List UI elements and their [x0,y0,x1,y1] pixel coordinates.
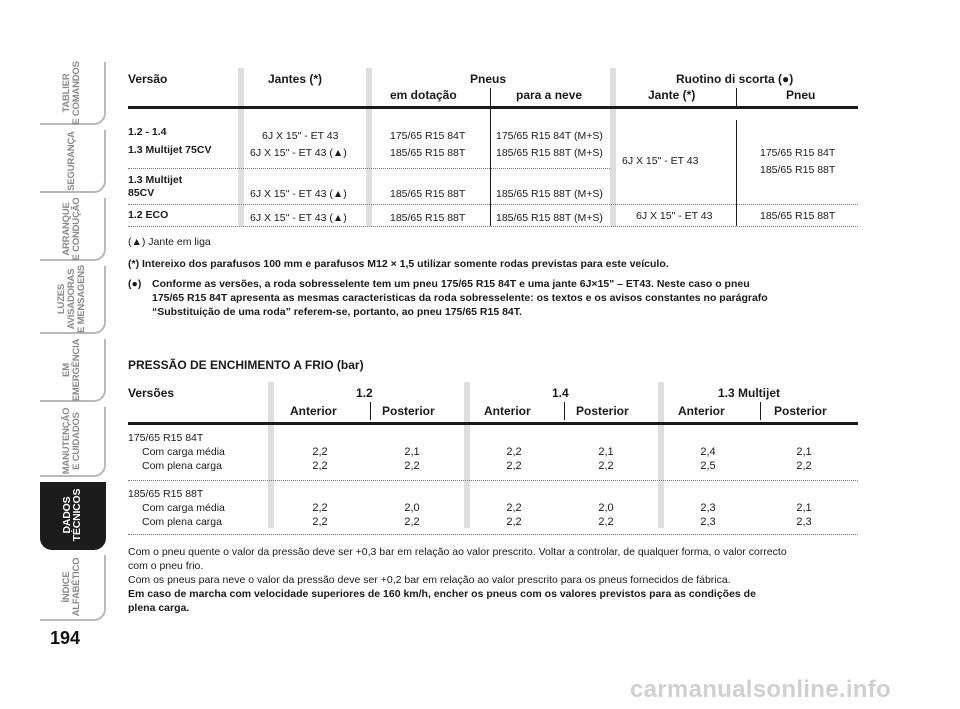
header-rims: Jantes (*) [268,72,323,86]
column-divider [370,402,371,420]
pressure-title: PRESSÃO DE ENCHIMENTO A FRIO (bar) [128,358,364,372]
snow-tyre-value: 185/65 R15 88T (M+S) [496,188,603,200]
pressure-value: 2,2 [312,460,328,472]
pressure-value: 2,2 [598,460,614,472]
pressure-value: 2,0 [404,502,420,514]
pressure-value: 2,2 [506,460,522,472]
header-spare-tyre: Pneu [786,88,816,102]
pressure-value: 2,2 [312,502,328,514]
pressure-value: 2,1 [404,446,420,458]
header-front: Anterior [678,404,725,418]
header-front: Anterior [290,404,337,418]
pressure-value: 2,2 [404,460,420,472]
page-number: 194 [50,628,81,648]
column-divider [736,120,737,226]
pressure-value: 2,2 [506,446,522,458]
tyre-value: 185/65 R15 88T [390,188,466,200]
tab-dados-tecnicos[interactable]: DADOS TÉCNICOS [40,482,106,550]
footer-note: Com os pneus para neve o valor da pressão deve ser +0,2 bar em relação ao valor prescrito para os pneus fornecidos de fábrica. [128,574,731,586]
tyre-value: 185/65 R15 88T [390,212,466,224]
header-tyres: Pneus [470,72,507,86]
pressure-value: 2,3 [700,502,716,514]
rim-value: 6J X 15" - ET 43 (▲) [250,188,347,200]
pressure-value: 2,5 [700,460,716,472]
snow-tyre-value: 175/65 R15 84T (M+S) [496,130,603,142]
header-rule [128,106,858,109]
header-rear: Posterior [576,404,629,418]
pressure-value: 2,2 [312,516,328,528]
column-separator [610,68,616,226]
column-separator [366,68,372,226]
load-label: Com carga média [142,502,225,514]
pressure-value: 2,1 [598,446,614,458]
note-spare-text: “Substituição de uma roda” referem-se, portanto, ao pneu 175/65 R15 84T. [152,306,522,318]
header-standard: em dotação [390,88,457,102]
row-version: 1.3 Multijet [128,174,183,186]
spare-rim-value: 6J X 15" - ET 43 [636,210,713,222]
note-spare-mark: (●) [128,278,142,290]
row-version: 85CV [128,187,155,199]
snow-tyre-value: 185/65 R15 88T (M+S) [496,147,603,159]
column-separator [658,382,664,528]
tab-luzes[interactable]: LUZES AVISADORAS E MENSAGENS [40,266,106,334]
pressure-value: 2,2 [796,460,812,472]
footer-note-bold: plena carga. [128,602,190,614]
header-engine-12: 1.2 [356,386,373,400]
pressure-value: 2,0 [598,502,614,514]
table-bottom-rule [128,226,858,227]
pressure-value: 2,1 [796,446,812,458]
footer-note: com o pneu frio. [128,560,204,572]
pressure-value: 2,2 [598,516,614,528]
tyre-value: 175/65 R15 84T [390,130,466,142]
pressure-value: 2,2 [506,516,522,528]
pressure-value: 2,2 [506,502,522,514]
pressure-value: 2,4 [700,446,716,458]
column-separator [238,68,244,226]
tab-manutencao[interactable]: MANUTENÇÃO E CUIDADOS [40,407,106,477]
watermark: carmanualsonline.info [630,676,892,703]
tab-indice[interactable]: ÍNDICE ALFABÉTICO [40,555,106,621]
tyre-size: 185/65 R15 88T [128,488,204,500]
pressure-value: 2,2 [404,516,420,528]
footer-note: Com o pneu quente o valor da pressão deve ser +0,3 bar em relação ao valor prescrito. Voltar a controlar, de qualquer forma, o valor correcto [128,546,787,558]
rim-value: 6J X 15" - ET 43 [262,130,339,142]
pressure-value: 2,2 [312,446,328,458]
column-divider [564,402,565,420]
header-engine-14: 1.4 [552,386,569,400]
header-front: Anterior [484,404,531,418]
column-separator [464,382,470,528]
pressure-value: 2,3 [700,516,716,528]
header-rear: Posterior [774,404,827,418]
header-version: Versão [128,72,168,86]
header-versions: Versões [128,386,175,400]
pressure-value: 2,1 [796,502,812,514]
spare-tyre-value: 185/65 R15 88T [760,164,836,176]
rim-value: 6J X 15" - ET 43 (▲) [250,212,347,224]
header-spare: Ruotino di scorta (●) [676,72,794,86]
header-engine-13mj: 1.3 Multijet [718,386,781,400]
header-spare-rim: Jante (*) [648,88,696,102]
snow-tyre-value: 185/65 R15 88T (M+S) [496,212,603,224]
load-label: Com plena carga [142,460,222,472]
note-wheel-bolts: (*) Intereixo dos parafusos 100 mm e parafusos M12 × 1,5 utilizar somente rodas previstas para este veículo. [128,258,669,270]
header-snow: para a neve [516,88,583,102]
column-divider [736,88,737,106]
spare-rim-value: 6J X 15" - ET 43 [622,155,699,167]
tab-tablier[interactable]: TABLIER E COMANDOS [40,62,106,125]
tyre-size: 175/65 R15 84T [128,432,204,444]
header-rear: Posterior [382,404,435,418]
note-alloy: (▲) Jante em liga [128,236,211,248]
load-label: Com plena carga [142,516,222,528]
footer-note-bold: Em caso de marcha com velocidade superiores de 160 km/h, encher os pneus com os valores previstos para as condições de [128,588,756,600]
note-spare-text: Conforme as versões, a roda sobresselente tem um pneu 175/65 R15 84T e uma jante 6J×15" – ET43. Neste caso o pneu [152,278,750,290]
tab-emergencia[interactable]: EM EMERGÊNCIA [40,339,106,402]
header-rule [128,422,858,425]
column-divider [760,402,761,420]
tab-arranque[interactable]: ARRANQUE E CONDUÇÃO [40,198,106,261]
row-rule [128,480,858,481]
row-version: 1.3 Multijet 75CV [128,144,212,156]
row-rule [128,204,858,205]
spare-tyre-value: 185/65 R15 88T [760,210,836,222]
row-version: 1.2 - 1.4 [128,126,167,138]
row-rule [128,168,610,169]
pressure-value: 2,3 [796,516,812,528]
tyre-value: 185/65 R15 88T [390,147,466,159]
tab-seguranca[interactable]: SEGURANÇA [40,130,106,193]
table-bottom-rule [128,534,858,535]
column-separator [268,382,274,528]
note-spare-text: 175/65 R15 84T apresenta as mesmas características da roda sobresselente: os textos e os avisos constantes no parágrafo [152,292,768,304]
row-version: 1.2 ECO [128,209,169,221]
load-label: Com carga média [142,446,225,458]
rim-value: 6J X 15" - ET 43 (▲) [250,147,347,159]
spare-tyre-value: 175/65 R15 84T [760,147,836,159]
